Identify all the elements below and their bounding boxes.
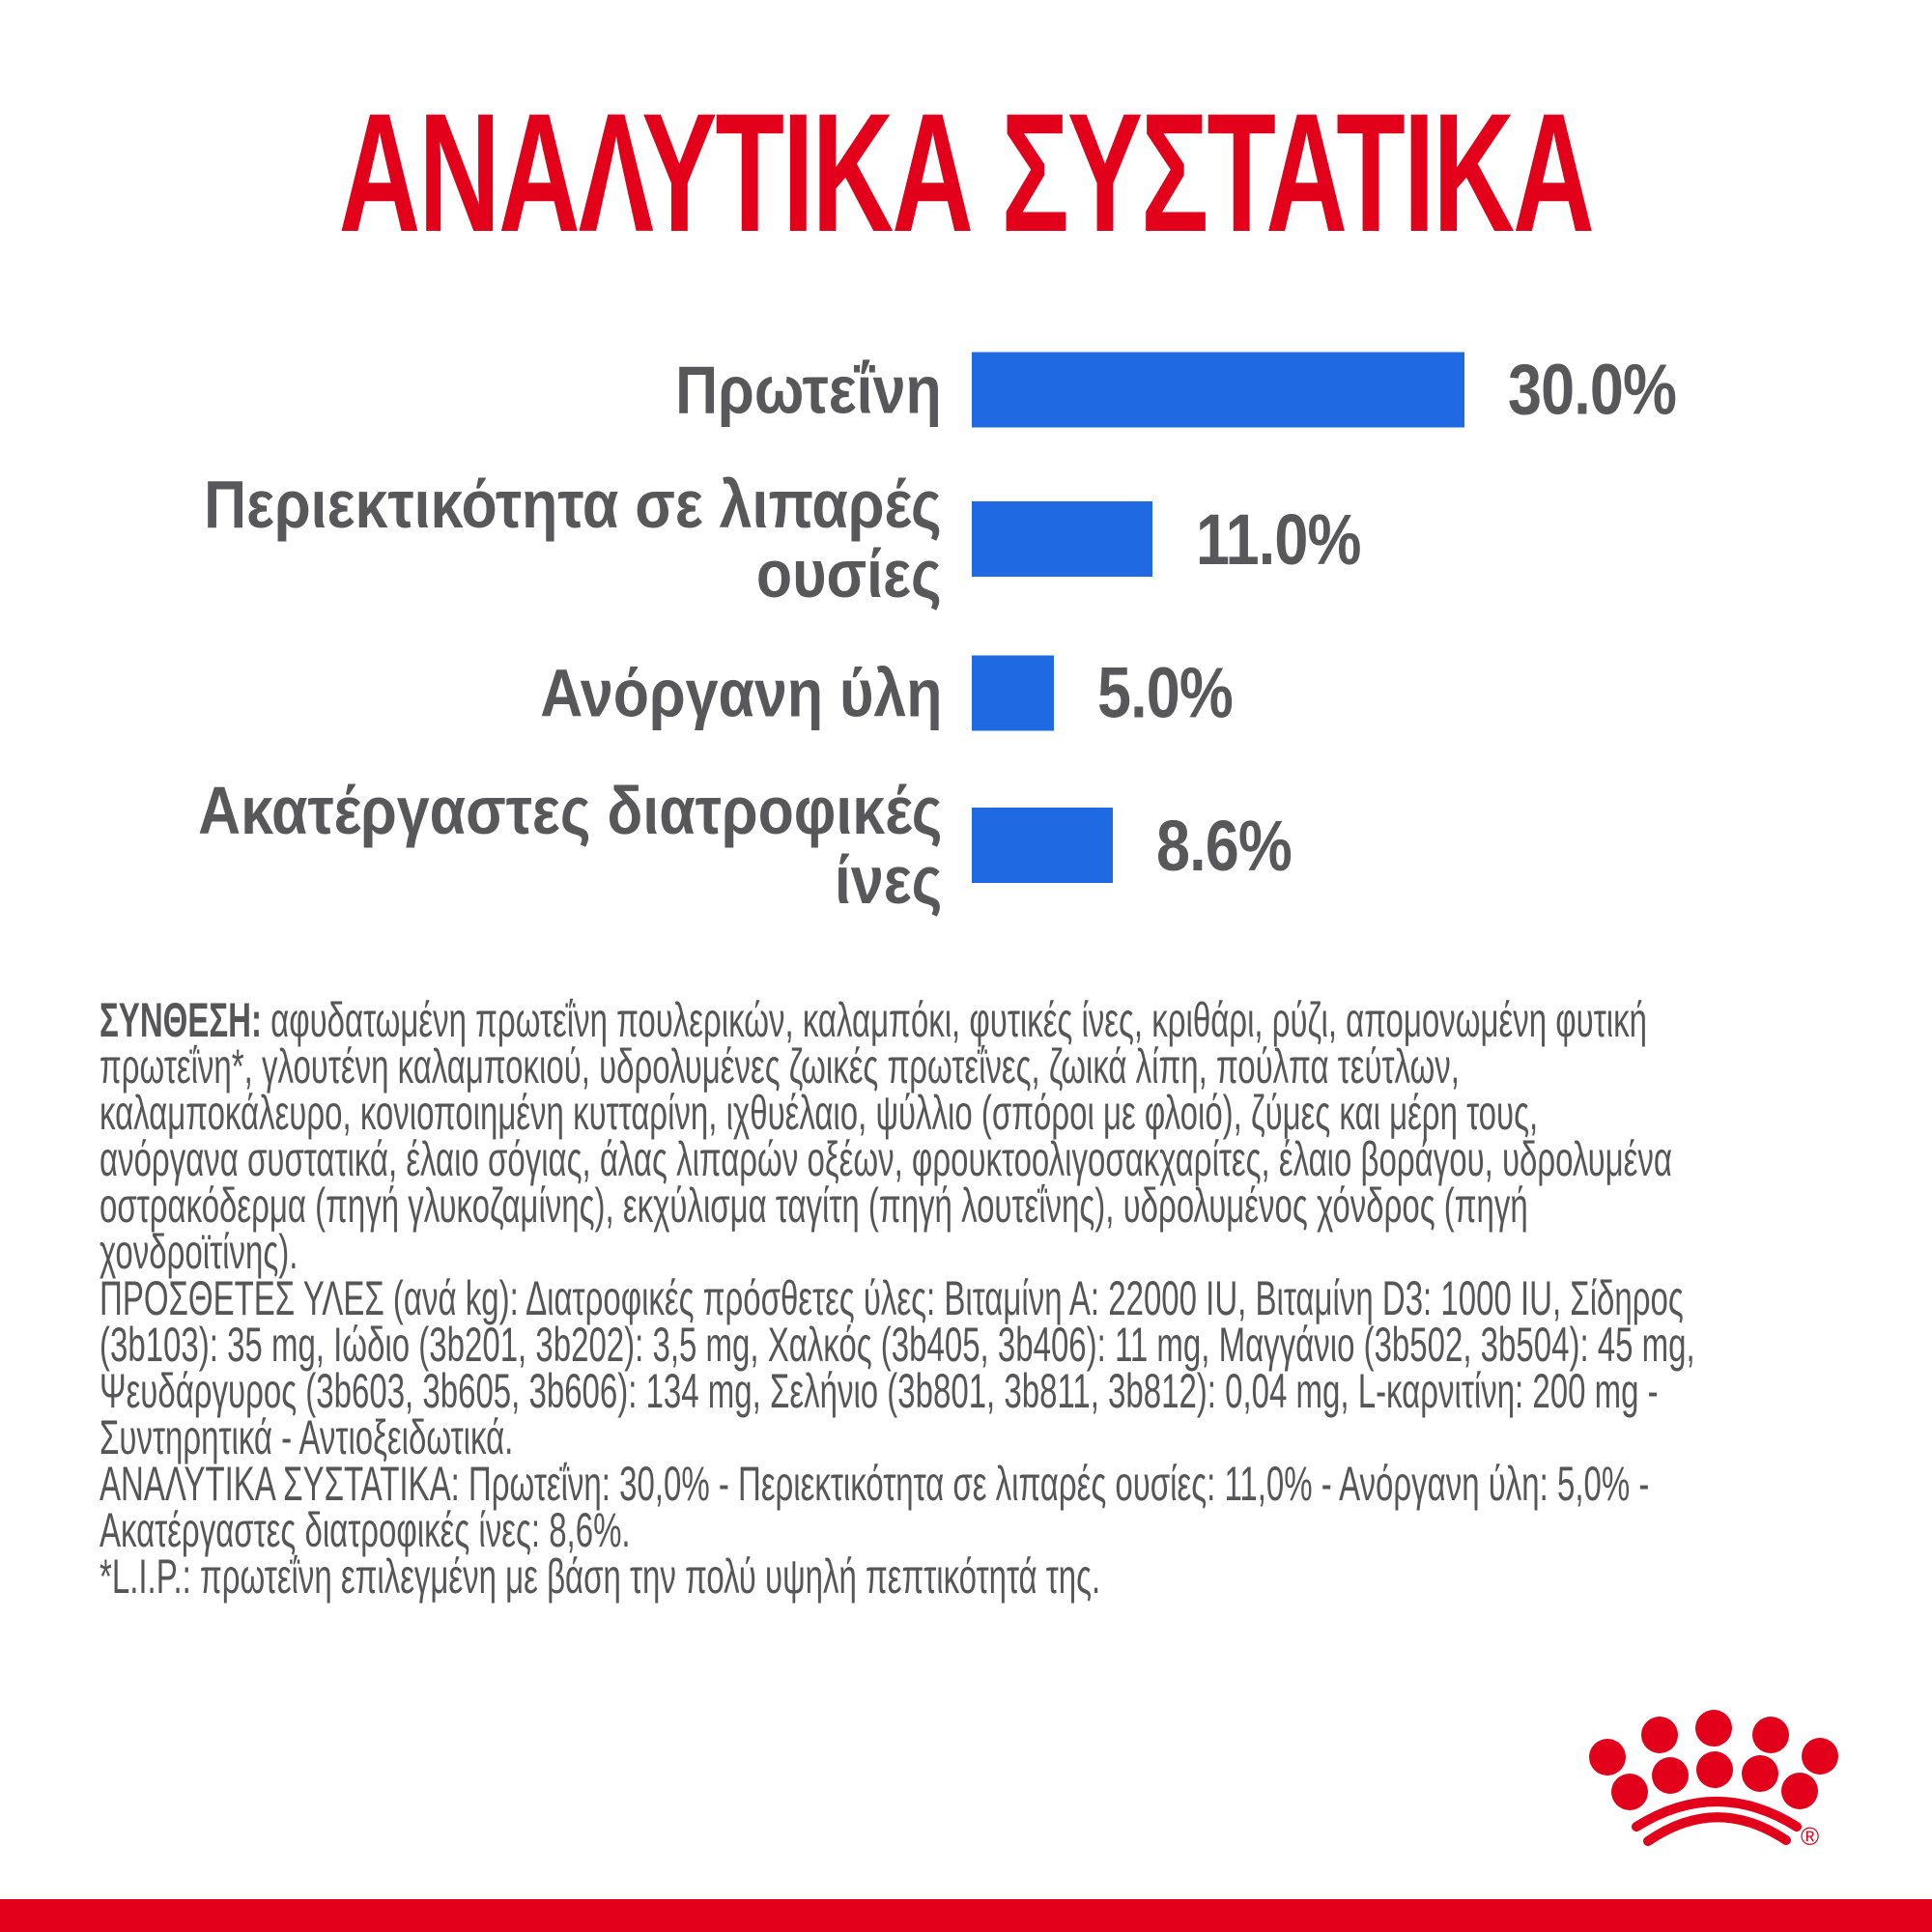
- crown-dot: [1641, 1717, 1678, 1753]
- crown-dot: [1781, 1773, 1818, 1809]
- crown-dots: [1589, 1710, 1838, 1810]
- registered-mark: ®: [1801, 1822, 1820, 1848]
- body-text-line: Ψευδάργυρος (3b603, 3b605, 3b606): 134 mg, Σελήνιο (3b801, 3b811, 3b812): 0,04 mg, L-καρνιτίνη: 200 mg -: [99, 1364, 1659, 1418]
- crown-dot: [1652, 1757, 1689, 1794]
- body-text-line: ΠΡΟΣΘΕΤΕΣ ΥΛΕΣ (ανά kg): Διατροφικές πρόσθετες ύλες: Βιταμίνη Α: 22000 IU, Βιταμίνη D3: 1000 IU, Σίδηρος: [99, 1271, 1684, 1325]
- chart-row: [0, 652, 1893, 734]
- page-title-text: ΑΝΑΛΥΤΙΚΑ ΣΥΣΤΑΤΙΚΑ: [338, 79, 1594, 268]
- body-text-line: ανόργανα συστατικά, έλαιο σόγιας, άλας λιπαρών οξέων, φρουκτοολιγοσακχαρίτες, έλαιο βοράγου, υδρολυμένα: [99, 1132, 1672, 1186]
- body-text-line: ΣΥΝΘΕΣΗ: αφυδατωμένη πρωτεΐνη πουλερικών, καλαμπόκι, φυτικές ίνες, κριθάρι, ρύζι, απομονωμένη φυτική: [99, 993, 1647, 1047]
- composition-text-block: [99, 993, 1833, 1604]
- bar-category-label: Πρωτεΐνη: [675, 352, 942, 427]
- crown-dot: [1752, 1717, 1789, 1753]
- body-text-line: καλαμποκάλευρο, κονιοποιημένη κυτταρίνη, ιχθυέλαιο, ψύλλιο (σπόροι με φλοιό), ζύμες και μέρη τους,: [99, 1086, 1539, 1140]
- crown-dot: [1695, 1710, 1732, 1747]
- bar: [972, 655, 1054, 730]
- body-text-line: οστρακόδερμα (πηγή γλυκοζαμίνης), εκχύλισμα ταγίτη (πηγή λουτεΐνης), υδρολυμένος χόνδρος (πηγή: [99, 1179, 1528, 1233]
- bar-value-label: 8.6%: [1156, 805, 1292, 886]
- bar-value-label: 11.0%: [1196, 498, 1361, 580]
- bar-category-label: Ανόργανη ύλη: [539, 655, 942, 730]
- body-text-line: πρωτεΐνη*, γλουτένη καλαμποκιού, υδρολυμένες ζωικές πρωτεΐνες, ζωικά λίπη, πούλπα τεύτλων,: [99, 1039, 1460, 1094]
- body-text-line: χονδροϊτίνης).: [99, 1225, 298, 1279]
- body-text-bold-prefix: ΣΥΝΘΕΣΗ:: [99, 993, 262, 1047]
- chart-row: [0, 349, 1893, 431]
- bar-category-label: Ακατέργαστες διατροφικές ίνες: [197, 773, 942, 918]
- bottom-red-band: [0, 1899, 1932, 1932]
- crown-dot: [1742, 1755, 1778, 1792]
- bar-value-label: 30.0%: [1508, 349, 1677, 430]
- bar: [972, 352, 1464, 427]
- crown-dot: [1611, 1774, 1648, 1810]
- bar: [972, 501, 1152, 577]
- crown-base-arc: [1648, 1817, 1786, 1841]
- body-text-line: (3b103): 35 mg, Ιώδιο (3b201, 3b202): 3,5 mg, Χαλκός (3b405, 3b406): 11 mg, Μαγγάνιο (3b502, 3b504): 45 mg,: [99, 1318, 1695, 1372]
- chart-row: [0, 773, 1893, 918]
- bar-value-label: 5.0%: [1097, 652, 1233, 733]
- crown-dot: [1589, 1739, 1626, 1776]
- bar: [972, 808, 1113, 883]
- body-text-line: ΑΝΑΛΥΤΙΚΑ ΣΥΣΤΑΤΙΚΑ: Πρωτεΐνη: 30,0% - Περιεκτικότητα σε λιπαρές ουσίες: 11,0% - Ανόργανη ύλη: 5,0% -: [99, 1457, 1650, 1511]
- chart-row: [0, 469, 1893, 609]
- bar-category-label: Περιεκτικότητα σε λιπαρές ουσίες: [204, 467, 942, 611]
- crown-dot: [1802, 1738, 1838, 1775]
- crown-dot: [1696, 1751, 1733, 1788]
- body-text-line: Ακατέργαστες διατροφικές ίνες: 8,6%.: [99, 1503, 631, 1557]
- body-text-line: Συντηρητικά - Αντιοξειδωτικά.: [99, 1410, 514, 1464]
- body-text-line: *L.I.P.: πρωτεΐνη επιλεγμένη με βάση την πολύ υψηλή πεπτικότητά της.: [99, 1549, 1101, 1604]
- royal-canin-crown-logo: [1584, 1703, 1845, 1848]
